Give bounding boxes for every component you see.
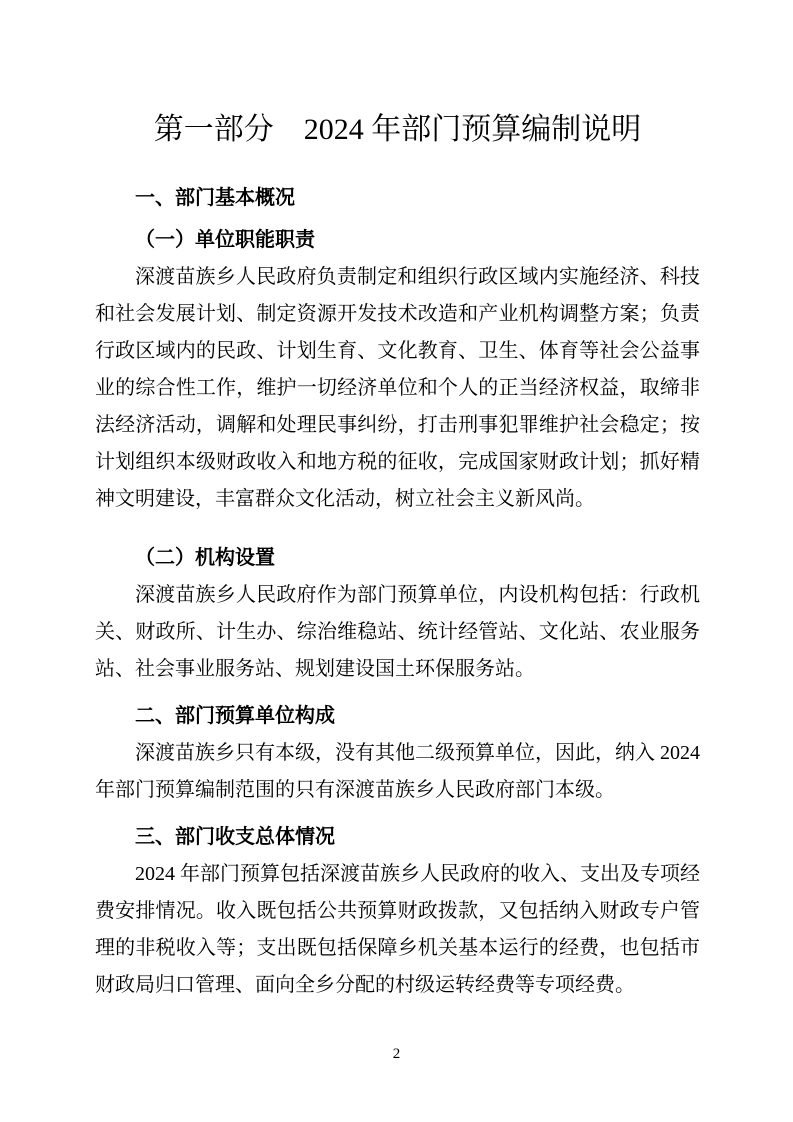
paragraph-budget-unit-composition: 深渡苗族乡只有本级，没有其他二级预算单位，因此，纳入 2024 年部门预算编制范围的只有深渡苗族乡人民政府部门本级。 [95, 742, 705, 801]
heading-department-overview: 一、部门基本概况 [135, 187, 295, 209]
heading-revenue-expenditure-overview: 三、部门收支总体情况 [135, 826, 335, 848]
paragraph-unit-duties: 深渡苗族乡人民政府负责制定和组织行政区域内实施经济、科技和社会发展计划、制定资源开发技术改造和产业机构调整方案；负责行政区域内的民政、计划生育、文化教育、卫生、体育等社会公益事业的综合性工作，维护一切经济单位和个人的正当经济权益，取缔非法经济活动，调解和处理民事纠纷，打击刑事犯罪维护社会稳定；按计划组织本级财政收入和地方税的征收，完成国家财政计划；抓好精神文明建设，丰富群众文化活动，树立社会主义新风尚。 [95, 266, 700, 510]
subheading-org-setup: （二）机构设置 [135, 547, 275, 569]
part-title: 第一部分 2024 年部门预算编制说明 [153, 113, 642, 146]
paragraph-revenue-expenditure-overview: 2024 年部门预算包括深渡苗族乡人民政府的收入、支出及专项经费安排情况。收入既包括公共预算财政拨款，又包括纳入财政专户管理的非税收入等；支出既包括保障乡机关基本运行的经费，也包括市财政局归口管理、面向全乡分配的村级运转经费等专项经费。 [95, 863, 700, 996]
heading-budget-unit-composition: 二、部门预算单位构成 [135, 705, 335, 727]
page-number: 2 [392, 1046, 401, 1062]
paragraph-org-setup: 深渡苗族乡人民政府作为部门预算单位，内设机构包括：行政机关、财政所、计生办、综治维稳站、统计经管站、文化站、农业服务站、社会事业服务站、规划建设国土环保服务站。 [95, 584, 700, 680]
subheading-unit-duties: （一）单位职能职责 [135, 229, 315, 251]
